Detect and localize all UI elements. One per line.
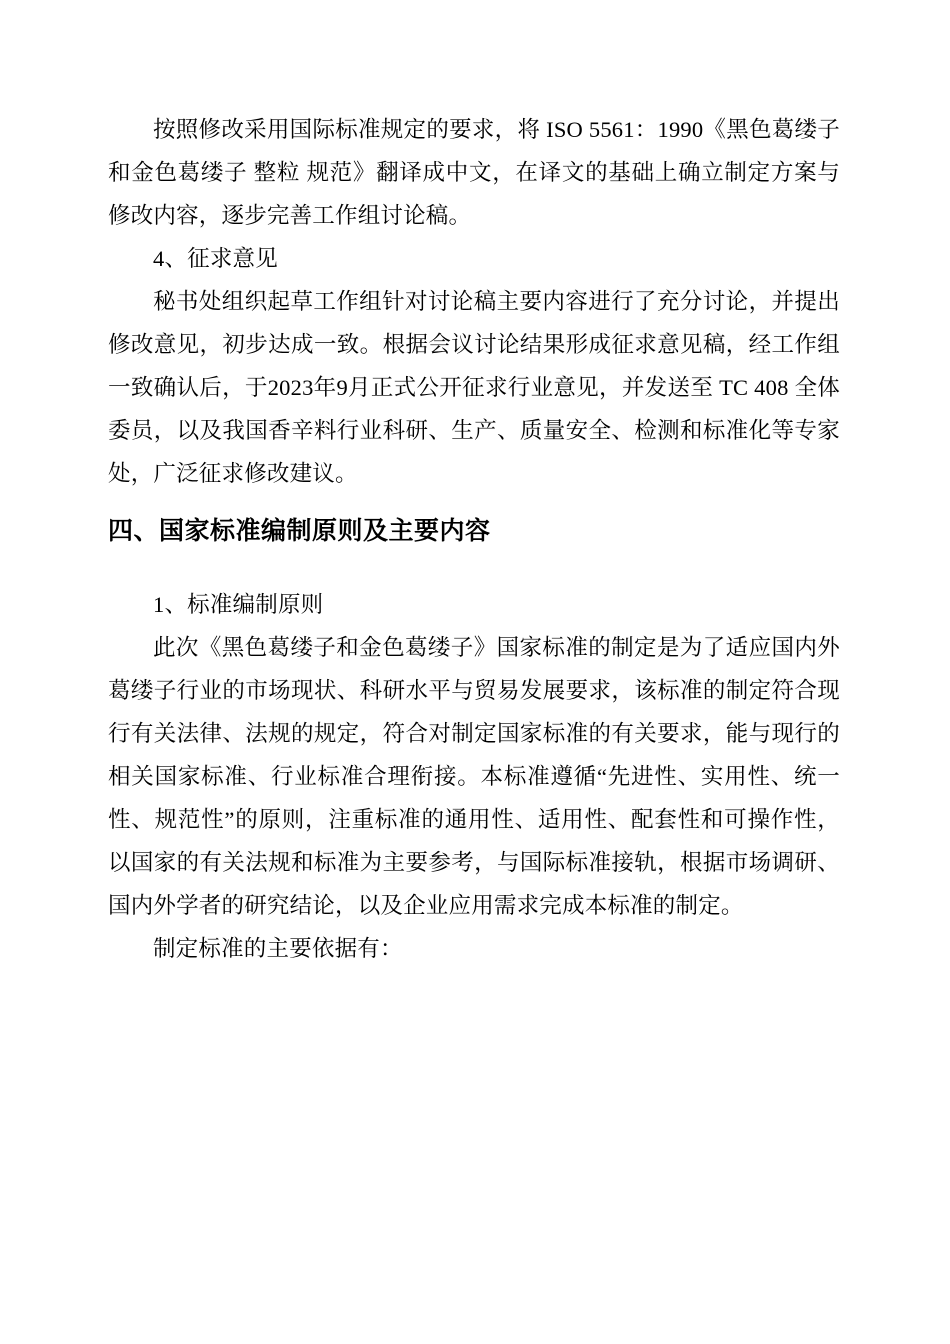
list-item-solicit-opinions: 4、征求意见 [153, 246, 278, 271]
heading-spacer [108, 553, 840, 583]
list-item-drafting-principles: 1、标准编制原则 [153, 592, 324, 617]
paragraph-principles-detail: 此次《黑色葛缕子和金色葛缕子》国家标准的制定是为了适应国内外葛缕子行业的市场现状、科研水平与贸易发展要求，该标准的制定符合现行有关法律、法规的规定，符合对制定国家标准的有关要求，能与现行的相关国家标准、行业标准合理衔接。本标准遵循“先进性、实用性、统一性、规范性”的原则，注重标准的通用性、适用性、配套性和可操作性，以国家的有关法规和标准为主要参考，与国际标准接轨，根据市场调研、国内外学者的研究结论，以及企业应用需求完成本标准的制定。 [108, 635, 840, 918]
paragraph-opinion-process: 秘书处组织起草工作组针对讨论稿主要内容进行了充分讨论，并提出修改意见，初步达成一致。根据会议讨论结果形成征求意见稿，经工作组一致确认后，于2023年9月正式公开征求行业意见，并发送至 TC 408 全体委员，以及我国香辛料行业科研、生产、质量安全、检测和标准化等专家处，广泛征求修改建议。 [108, 289, 840, 486]
section-heading-four: 四、国家标准编制原则及主要内容 [108, 517, 491, 545]
paragraph-iso-translation: 按照修改采用国际标准规定的要求，将 ISO 5561：1990《黑色葛缕子和金色葛缕子 整粒 规范》翻译成中文，在译文的基础上确立制定方案与修改内容，逐步完善工作组讨论稿。 [108, 117, 840, 228]
document-body [108, 108, 840, 970]
paragraph-basis-intro: 制定标准的主要依据有： [153, 936, 403, 961]
